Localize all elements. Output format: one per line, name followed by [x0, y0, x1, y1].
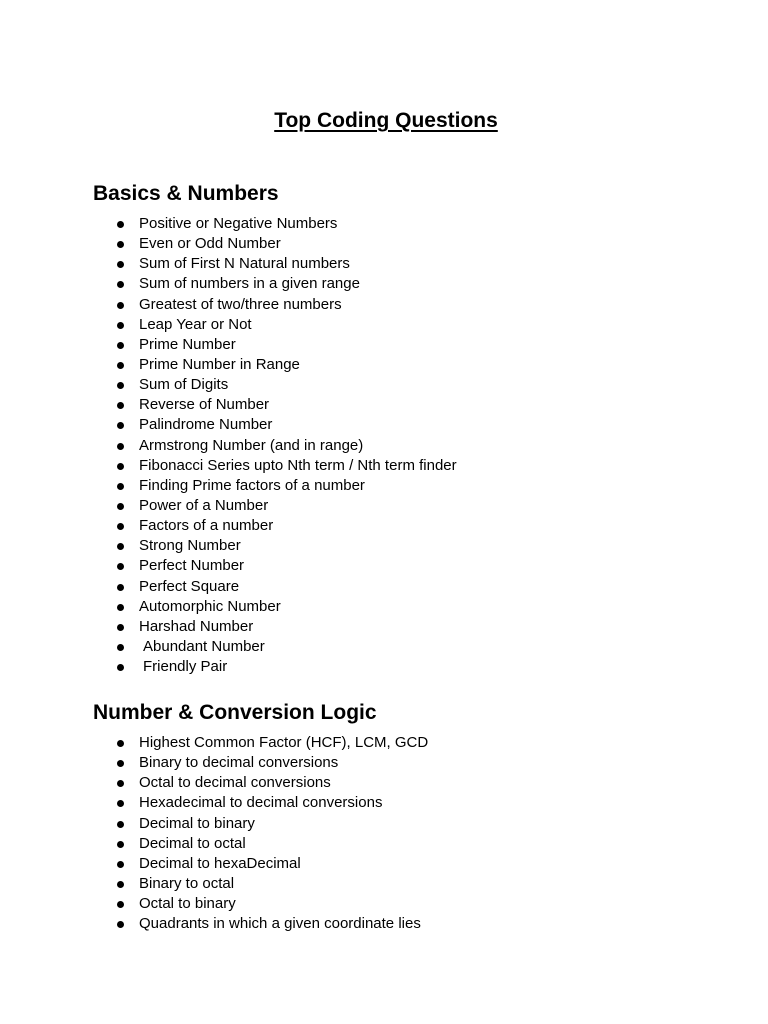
list-item-label: Prime Number	[139, 335, 236, 353]
list-item-label: Sum of First N Natural numbers	[139, 255, 350, 273]
list-item-label: Friendly Pair	[143, 658, 228, 676]
list-item-label: Hexadecimal to decimal conversions	[139, 794, 383, 812]
list-item-label: Even or Odd Number	[139, 235, 281, 253]
list-item-label: Decimal to binary	[139, 814, 255, 832]
bullet-icon	[117, 841, 124, 848]
list-item-label: Decimal to hexaDecimal	[139, 854, 301, 872]
section-heading-number-conversion-logic: Number & Conversion Logic	[93, 701, 377, 724]
bullet-icon	[117, 563, 124, 570]
bullet-icon	[117, 261, 124, 268]
bullet-icon	[117, 483, 124, 490]
list-item-label: Binary to decimal conversions	[139, 754, 339, 772]
list-item-label: Sum of Digits	[139, 376, 229, 394]
bullet-icon	[117, 302, 124, 309]
bullet-icon	[117, 901, 124, 908]
bullet-icon	[117, 221, 124, 228]
list-item-label: Palindrome Number	[139, 416, 273, 434]
list-item-label: Prime Number in Range	[139, 355, 300, 373]
bullet-icon	[117, 664, 124, 671]
bullet-icon	[117, 281, 124, 288]
list-item-label: Perfect Number	[139, 557, 245, 575]
bullet-icon	[117, 443, 124, 450]
list-item-label: Harshad Number	[139, 617, 254, 635]
bullet-icon	[117, 322, 124, 329]
page-title: Top Coding Questions	[274, 109, 498, 132]
list-item-label: Fibonacci Series upto Nth term / Nth term finder	[139, 456, 457, 474]
list-item-label: Quadrants in which a given coordinate lies	[139, 915, 421, 933]
list-item-label: Positive or Negative Numbers	[139, 215, 338, 232]
list-item-label: Octal to binary	[139, 895, 236, 913]
bullet-icon	[117, 861, 124, 868]
bullet-icon	[117, 604, 124, 611]
list-item-label: Octal to decimal conversions	[139, 774, 331, 792]
bullet-icon	[117, 543, 124, 550]
bullet-icon	[117, 422, 124, 429]
list-item-label: Leap Year or Not	[139, 315, 252, 333]
list-item-label: Finding Prime factors of a number	[139, 476, 365, 494]
list-item-label: Armstrong Number (and in range)	[139, 436, 364, 454]
bullet-icon	[117, 760, 124, 767]
list-item-label: Sum of numbers in a given range	[139, 275, 360, 293]
bullet-icon	[117, 463, 124, 470]
bullet-icon	[117, 881, 124, 888]
bullet-icon	[117, 503, 124, 510]
bullet-icon	[117, 584, 124, 591]
list-item-label: Binary to octal	[139, 874, 235, 892]
list-item-label: Highest Common Factor (HCF), LCM, GCD	[139, 734, 429, 751]
list-item-label: Greatest of two/three numbers	[139, 295, 342, 313]
list-item-label: Factors of a number	[139, 517, 274, 535]
section-heading-basics-numbers: Basics & Numbers	[93, 182, 279, 205]
bullet-icon	[117, 644, 124, 651]
list-item-label: Power of a Number	[139, 496, 269, 514]
bullet-icon	[117, 241, 124, 248]
bullet-icon	[117, 740, 124, 747]
bullet-icon	[117, 342, 124, 349]
list-item-label: Automorphic Number	[139, 597, 281, 615]
list-item-label: Reverse of Number	[139, 396, 270, 414]
bullet-icon	[117, 624, 124, 631]
list-item-label: Abundant Number	[143, 637, 265, 655]
bullet-icon	[117, 362, 124, 369]
list-item-label: Decimal to octal	[139, 834, 246, 852]
bullet-icon	[117, 382, 124, 389]
bullet-icon	[117, 800, 124, 807]
list-item-label: Strong Number	[139, 537, 241, 555]
bullet-icon	[117, 523, 124, 530]
bullet-icon	[117, 921, 124, 928]
bullet-icon	[117, 780, 124, 787]
bullet-icon	[117, 821, 124, 828]
bullet-icon	[117, 402, 124, 409]
list-item-label: Perfect Square	[139, 577, 240, 595]
